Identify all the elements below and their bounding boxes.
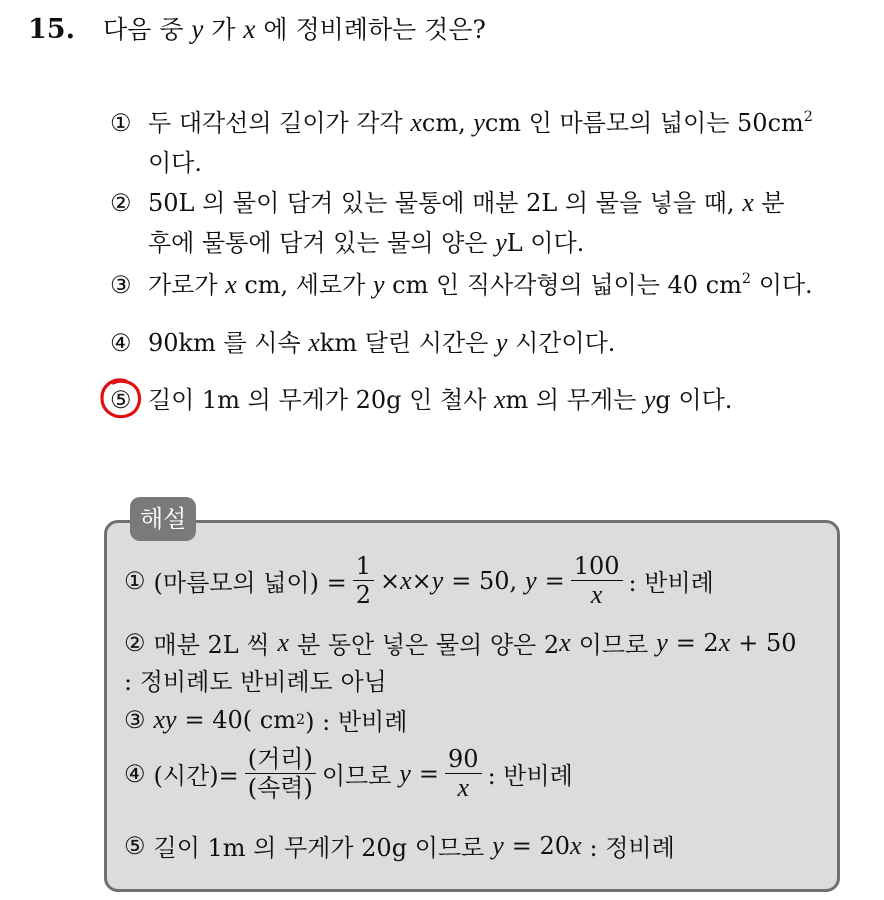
text: 가로가 — [148, 271, 218, 299]
var-x: x — [559, 627, 571, 657]
var-y: y — [431, 565, 444, 595]
text: 이다. — [758, 271, 813, 299]
text: 90km 를 시속 — [148, 329, 301, 357]
text: × — [411, 566, 432, 595]
choice-mark: ① — [110, 109, 132, 137]
solution-line-5 — [124, 828, 675, 863]
text: 분 동안 넣은 물의 양은 2 — [297, 631, 560, 659]
solution-tag: 해설 — [130, 497, 196, 541]
text: cm 인 직사각형의 넓이는 40 cm — [392, 271, 742, 299]
var-y: y — [656, 627, 668, 657]
denominator: x — [457, 773, 470, 802]
var-x: x — [410, 108, 422, 137]
denominator: 2 — [355, 581, 371, 609]
denominator: (속력) — [247, 774, 313, 802]
text: 후에 물통에 담겨 있는 물의 양은 — [148, 229, 488, 257]
choice-4[interactable] — [110, 323, 858, 363]
choice-5[interactable] — [110, 380, 858, 420]
prompt-text: 다음 중 — [103, 15, 184, 44]
solution-line-3: ③ xy = 40( cm 2 ) : 반비례 — [124, 702, 407, 737]
solution-mark: ④ — [124, 759, 146, 788]
text: ) : 반비례 — [305, 708, 408, 736]
text: = 2 — [675, 628, 719, 657]
superscript: 2 — [803, 108, 813, 125]
text: g 이다. — [655, 386, 733, 414]
text: : 반비례 — [487, 762, 573, 790]
text: = 50, — [451, 566, 518, 595]
text: (시간)= — [153, 762, 239, 790]
text: 길이 1m 의 무게가 20g 이므로 — [153, 834, 485, 862]
choice-mark: ④ — [110, 329, 132, 357]
var-xy: xy — [153, 704, 177, 734]
choice-2[interactable] — [110, 183, 858, 263]
var-y: y — [492, 830, 504, 860]
fraction — [571, 552, 623, 609]
choice-3[interactable] — [110, 265, 858, 305]
prompt-text: 에 정비례하는 것은? — [263, 15, 486, 44]
choice-1[interactable] — [110, 103, 858, 183]
text: = 40( cm — [184, 705, 296, 734]
numerator: (거리) — [245, 745, 316, 774]
text: = 20 — [511, 831, 571, 860]
solution-line-1 — [124, 552, 714, 609]
var-x: x — [742, 188, 754, 217]
text: 시간이다. — [515, 329, 616, 357]
question-number: 15. — [28, 14, 75, 45]
choice-text — [148, 183, 858, 263]
solution-line-2 — [124, 625, 796, 660]
text: + 50 — [738, 628, 797, 657]
text: km 달린 시간은 — [319, 329, 489, 357]
choice-mark: ② — [110, 189, 132, 217]
text: (마름모의 넓이) = — [153, 569, 347, 597]
var-x: x — [277, 627, 290, 657]
var-y: y — [495, 328, 508, 357]
prompt-text: 가 — [211, 15, 236, 44]
text: × — [380, 566, 401, 595]
text: = — [544, 566, 565, 595]
text: 이므로 — [578, 631, 649, 659]
choice-text — [148, 265, 858, 305]
solution-line-2b — [124, 662, 387, 697]
text: cm 인 마름모의 넓이는 50cm — [484, 109, 804, 137]
text: : 정비례도 반비례도 아님 — [124, 668, 387, 696]
var-y: y — [525, 565, 537, 595]
text: 50L 의 물이 담겨 있는 물통에 매분 2L 의 물을 넣을 때, — [148, 189, 735, 217]
var-x: x — [494, 385, 506, 414]
var-x: x — [400, 565, 412, 595]
fraction — [445, 745, 482, 802]
numerator: 90 — [445, 745, 482, 774]
var-x: x — [308, 328, 320, 357]
choice-mark: ③ — [110, 271, 132, 299]
text: 매분 2L 씩 — [153, 631, 270, 659]
solution-mark: ② — [124, 628, 146, 657]
var-x: x — [243, 14, 256, 44]
var-x: x — [718, 627, 731, 657]
var-x: x — [570, 830, 582, 860]
question-header — [28, 10, 486, 46]
solution-mark: ⑤ — [124, 831, 146, 860]
solution-mark: ③ — [124, 705, 146, 734]
choice-text — [148, 380, 858, 420]
text: cm, 세로가 — [244, 271, 366, 299]
text: : 반비례 — [628, 569, 714, 597]
text: : 정비례 — [589, 834, 675, 862]
text: m 의 무게는 — [505, 386, 637, 414]
var-y: y — [495, 228, 507, 257]
solution-line-4 — [124, 745, 573, 802]
var-y: y — [191, 14, 204, 44]
text: 이므로 — [321, 762, 392, 790]
answer-circle-annotation — [96, 373, 146, 423]
var-x: x — [225, 270, 237, 299]
text: cm, — [421, 109, 466, 137]
var-y: y — [373, 270, 385, 299]
text: 이다. — [148, 149, 202, 177]
choice-text — [148, 103, 858, 183]
solution-mark: ① — [124, 566, 146, 595]
question-prompt — [103, 10, 486, 46]
denominator: x — [590, 580, 603, 609]
text: 두 대각선의 길이가 각각 — [148, 109, 403, 137]
var-y: y — [399, 758, 411, 788]
numerator: 1 — [353, 552, 374, 581]
choice-mark: ⑤ — [110, 386, 132, 414]
fraction — [245, 745, 316, 802]
var-y: y — [643, 385, 656, 414]
text: 분 — [761, 189, 785, 217]
var-y: y — [473, 108, 485, 137]
text: = — [418, 759, 440, 788]
fraction — [353, 552, 374, 609]
text: 길이 1m 의 무게가 20g 인 철사 — [148, 386, 487, 414]
numerator: 100 — [571, 552, 623, 581]
choice-text — [148, 323, 858, 363]
text: L 이다. — [506, 229, 585, 257]
superscript: 2 — [741, 270, 752, 287]
